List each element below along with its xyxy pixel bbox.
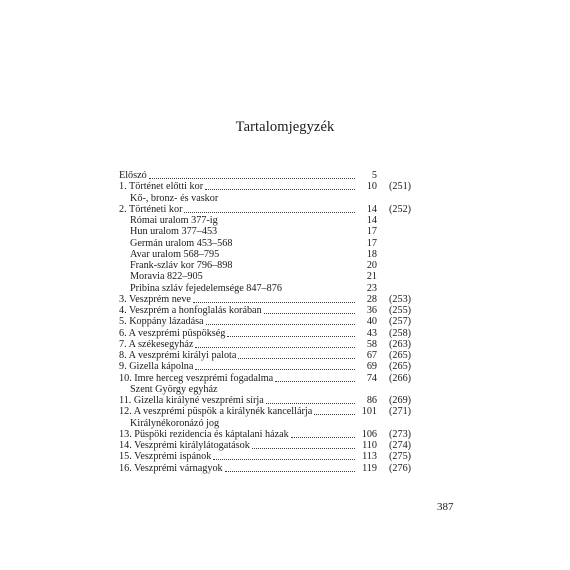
toc-page-number: 110 (362, 440, 377, 451)
toc-entry-title: 13. Püspöki rezidencia és káptalani házak (119, 428, 289, 440)
toc-page-number: 14 (366, 215, 377, 226)
toc-entry (119, 350, 419, 361)
table-of-contents (119, 170, 419, 474)
toc-entry-title: Avar uralom 568–795 (130, 248, 220, 260)
toc-entry-title: 9. Gizella kápolna (119, 361, 194, 373)
dot-leader (213, 459, 355, 460)
toc-entry-title: Római uralom 377-ig (130, 215, 218, 226)
dot-leader (252, 448, 355, 449)
toc-note-reference: (276) (389, 462, 412, 474)
toc-page-number: 10 (366, 181, 377, 193)
toc-entry-title: Előszó (119, 170, 147, 181)
toc-page-number: 28 (366, 293, 377, 305)
toc-entry (119, 294, 419, 305)
toc-entry-title: Szent György egyház (130, 383, 218, 395)
dot-leader (291, 437, 355, 438)
toc-entry-title: 10. Imre herceg veszprémi fogadalma (119, 372, 274, 384)
toc-entry-title: Kő-, bronz- és vaskor (130, 192, 219, 204)
toc-entry (119, 316, 419, 327)
dot-leader (205, 189, 355, 190)
toc-entry-title: 6. A veszprémi püspökség (119, 327, 226, 339)
dot-leader (275, 381, 355, 382)
toc-entry (119, 204, 419, 215)
toc-entry-title: Moravia 822–905 (130, 271, 203, 283)
toc-note-reference: (263) (389, 338, 412, 350)
toc-note-reference: (274) (389, 440, 412, 451)
toc-page-number: 17 (366, 237, 377, 249)
toc-note-reference: (273) (389, 428, 412, 440)
toc-entry (119, 463, 419, 474)
toc-note-reference: (265) (389, 350, 412, 361)
dot-leader (195, 347, 355, 348)
toc-note-reference: (257) (389, 316, 412, 328)
toc-page-number: 18 (366, 248, 377, 260)
toc-note-reference: (266) (389, 372, 412, 384)
toc-page-number: 69 (366, 361, 377, 373)
toc-page-number: 101 (361, 406, 377, 418)
toc-entry-title: 2. Történeti kor (119, 203, 183, 215)
toc-note-reference: (255) (389, 305, 412, 316)
toc-note-reference: (265) (389, 361, 412, 373)
dot-leader (149, 178, 355, 179)
toc-entry (119, 361, 419, 372)
toc-entry-title: 11. Gizella királyné veszprémi sírja (119, 395, 264, 406)
page-number: 387 (437, 501, 454, 513)
toc-entry-title: 12. A veszprémi püspök a királynék kancellárja (119, 406, 313, 418)
toc-page-number: 21 (366, 271, 377, 283)
toc-entry-title: 3. Veszprém neve (119, 293, 191, 305)
dot-leader (225, 471, 355, 472)
toc-page-number: 43 (366, 327, 377, 339)
toc-entry-title: Királynékoronázó jog (130, 417, 220, 429)
toc-entry-title: 4. Veszprém a honfoglalás korában (119, 305, 262, 316)
toc-entry-title: 14. Veszprémi királylátogatások (119, 440, 250, 451)
toc-page-number: 5 (371, 170, 377, 181)
toc-subentry (119, 238, 419, 249)
toc-entry (119, 328, 419, 339)
toc-note-reference: (253) (389, 293, 412, 305)
toc-entry-title: Pribina szláv fejedelemsége 847–876 (130, 282, 282, 294)
toc-entry (119, 395, 419, 406)
toc-entry-title: 7. A székesegyház (119, 338, 194, 350)
toc-entry (119, 406, 419, 417)
toc-entry-title: 1. Történet előtti kor (119, 181, 204, 193)
toc-note-reference: (258) (389, 327, 412, 339)
toc-entry (119, 181, 419, 192)
dot-leader (193, 302, 355, 303)
toc-page-number: 23 (366, 282, 377, 294)
toc-subentry (119, 271, 419, 282)
toc-page-number: 67 (366, 350, 377, 361)
toc-entry (119, 305, 419, 316)
toc-note-reference: (269) (389, 395, 412, 406)
toc-page-number: 86 (366, 395, 377, 406)
dot-leader (206, 324, 355, 325)
toc-entry (119, 429, 419, 440)
toc-entry-title: 5. Koppány lázadása (119, 316, 204, 328)
toc-note-reference: (252) (389, 203, 412, 215)
toc-entry-title: 16. Veszprémi várnagyok (119, 462, 223, 474)
dot-leader (184, 212, 355, 213)
toc-entry-title: 8. A veszprémi királyi palota (119, 350, 237, 361)
toc-page-number: 36 (366, 305, 377, 316)
toc-page-number: 40 (366, 316, 377, 328)
toc-note-reference: (271) (389, 406, 412, 418)
toc-page-number: 106 (361, 428, 377, 440)
page-title: Tartalomjegyzék (235, 119, 335, 135)
dot-leader (266, 403, 355, 404)
toc-entry (119, 170, 419, 181)
dot-leader (238, 358, 355, 359)
dot-leader (195, 369, 355, 370)
toc-page-number: 20 (366, 260, 377, 271)
toc-subentry (119, 215, 419, 226)
toc-subentry (119, 384, 419, 395)
toc-entry-title: 15. Veszprémi ispánok (119, 451, 212, 463)
toc-entry (119, 440, 419, 451)
toc-entry (119, 339, 419, 350)
toc-page-number: 119 (362, 462, 377, 474)
toc-subentry (119, 260, 419, 271)
toc-subentry (119, 193, 419, 204)
toc-subentry (119, 283, 419, 294)
toc-page-number: 74 (366, 372, 377, 384)
dot-leader (227, 336, 355, 337)
toc-page-number: 58 (366, 338, 377, 350)
toc-note-reference: (251) (389, 181, 412, 193)
toc-entry-title: Germán uralom 453–568 (130, 237, 233, 249)
toc-entry-title: Hun uralom 377–453 (130, 226, 218, 238)
toc-subentry (119, 226, 419, 237)
toc-page-number: 17 (366, 226, 377, 238)
dot-leader (264, 313, 355, 314)
toc-page-number: 113 (362, 451, 377, 463)
toc-subentry (119, 418, 419, 429)
toc-subentry (119, 249, 419, 260)
toc-note-reference: (275) (389, 451, 412, 463)
toc-entry (119, 451, 419, 462)
toc-entry (119, 373, 419, 384)
toc-page-number: 14 (366, 203, 377, 215)
toc-entry-title: Frank-szláv kor 796–898 (130, 260, 233, 271)
